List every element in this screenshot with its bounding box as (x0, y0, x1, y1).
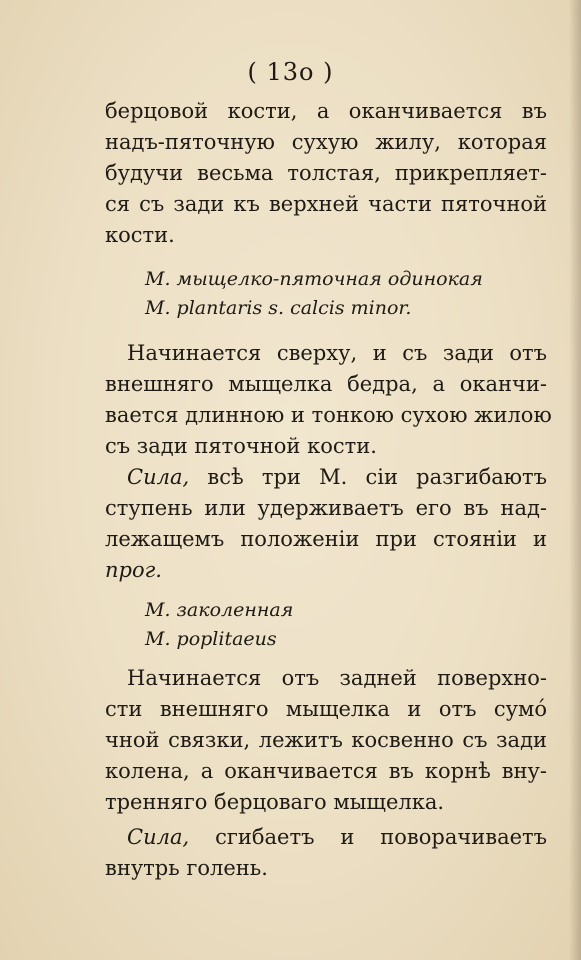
muscle-name-latin: M. plantaris s. calcis minor. (145, 297, 412, 319)
text-line (105, 462, 547, 493)
text-line: берцовой кости, а оканчивается въ (105, 99, 547, 123)
text-line: колена, а оканчивается въ корнѣ вну- (105, 759, 547, 783)
paragraph-continuation (105, 96, 547, 251)
text-line: сти внешняго мыщелка и отъ сумо́ (105, 697, 547, 721)
paragraph-function (105, 462, 547, 586)
lead-word: Сила, (127, 825, 190, 849)
text-line: лежащемъ положенiи при стоянiи и (105, 527, 547, 551)
text-line: Начинается сверху, и съ зади отъ (127, 341, 547, 365)
text-line: ступень или удерживаетъ его въ над- (105, 496, 547, 520)
text-line: прог. (105, 558, 162, 582)
text-line: тренняго берцоваго мыщелка. (105, 790, 445, 814)
text-line: чной связки, лежитъ косвенно съ зади (105, 728, 547, 752)
line-rest: сгибаетъ и поворачиваетъ (215, 825, 547, 849)
line-rest: всѣ три М. сiи разгибаютъ (207, 465, 548, 489)
text-line: съ зади пяточной кости. (105, 434, 377, 458)
muscle-name-russian: М. мыщелко-пяточная одинокая (145, 268, 483, 290)
muscle-heading (145, 596, 545, 654)
text-line: кости. (105, 223, 175, 247)
text-line (105, 822, 547, 853)
text-line: будучи весьма толстая, прикрепляет- (105, 161, 547, 185)
text-line: вается длинною и тонкою сухою жилою (105, 403, 552, 427)
text-line: внутрь голень. (105, 856, 268, 880)
paragraph-origin (105, 663, 547, 818)
text-line: Начинается отъ задней поверхно- (127, 666, 547, 690)
paragraph-function (105, 822, 547, 884)
muscle-name-latin: M. poplitaeus (145, 628, 277, 650)
muscle-name-russian: М. заколенная (145, 599, 294, 621)
text-line: внешняго мыщелка бедра, а оканчи- (105, 372, 547, 396)
paragraph-origin (105, 338, 552, 462)
page-number: ( 13о ) (247, 58, 334, 86)
text-line: ся съ зади къ верхней части пяточной (105, 192, 547, 216)
text-line: надъ-пяточную сухую жилу, которая (105, 130, 547, 154)
page-edge-shadow (569, 0, 581, 960)
muscle-heading (145, 265, 545, 323)
lead-word: Сила, (127, 465, 190, 489)
